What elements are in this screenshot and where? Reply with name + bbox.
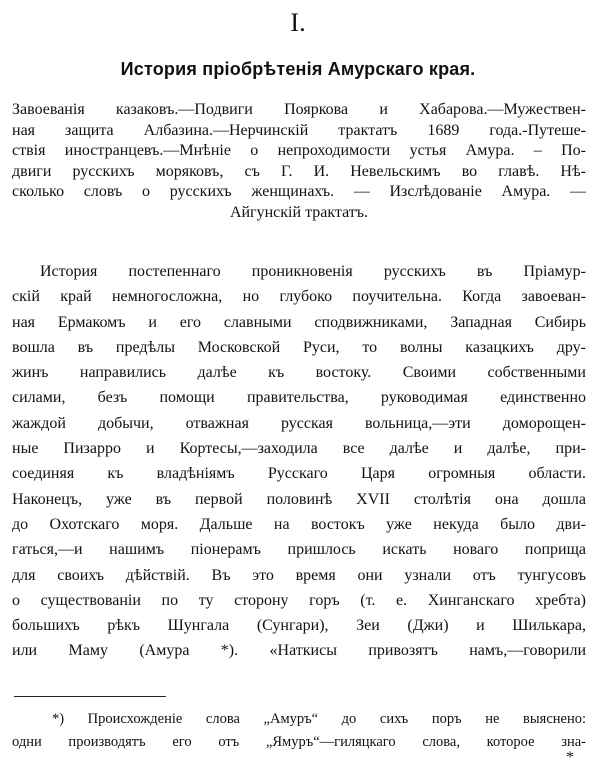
body-line: гаться,—и нашимъ пiонерамъ пришлось искать новаго поприща <box>12 541 586 559</box>
body-line: соединяя къ владѣніямъ Русскаго Царя огромныя области. <box>12 465 586 483</box>
body-line: о существованіи по ту сторону горъ (т. е. Хинганскаго хребта) <box>12 591 586 609</box>
body-line: ная Ермакомъ и его славными сподвижниками, Западная Сибирь <box>12 313 586 331</box>
body-line: силами, безъ помощи правительства, руководимая единственно <box>12 389 586 407</box>
chapter-title: История пріобрѣтенія Амурскаго края. <box>120 59 476 79</box>
body-line: жинъ направились далѣе къ востоку. Своими собственными <box>12 364 586 382</box>
chapter-summary <box>12 100 586 223</box>
body-line: скій край немногосложна, но глубоко поучительна. Когда завоеван- <box>12 288 586 306</box>
summary-line: Айгунскій трактатъ. <box>229 203 369 221</box>
body-line: для своихъ дѣйствій. Въ это время они узнали отъ тунгусовъ <box>12 566 586 584</box>
footnote-line: одни производятъ его отъ „Ямуръ“—гиляцкаго слова, которое зна- <box>12 734 586 750</box>
body-line: вошла въ предѣлы Московской Руси, то волны казацкихъ дру- <box>12 338 586 356</box>
summary-line: ная защита Албазина.—Нерчинскій трактатъ 1689 года.-Путеше- <box>12 121 586 139</box>
body-line: до Охотскаго моря. Дальше на востокъ уже некуда было дви- <box>12 515 586 533</box>
signature-mark: * <box>566 749 574 766</box>
summary-line: сколько словъ о русскихъ женщинахъ. — Изслѣдованіе Амура. — <box>12 183 586 200</box>
body-line: История постепеннаго проникновенія русскихъ въ Пріамур- <box>40 263 586 280</box>
body-line: ные Пизарро и Кортесы,—заходила все далѣе и далѣе, при- <box>12 440 586 458</box>
body-line: Наконецъ, уже въ первой половинѣ XVII столѣтія она дошла <box>12 490 586 508</box>
footnote-divider <box>14 696 166 697</box>
summary-line: ствія иностранцевъ.—Мнѣніе о непроходимости устья Амура. – По- <box>12 142 586 159</box>
chapter-number: I. <box>290 8 306 37</box>
footnote-line: *) Происхожденіе слова „Амуръ“ до сихъ поръ не выяснено: <box>52 711 586 727</box>
body-line: жаждой добычи, отважная русская вольница,—эти доморощен- <box>12 414 586 432</box>
summary-line: двиги русскихъ моряковъ, съ Г. И. Невельскимъ во главѣ. Нѣ- <box>12 162 586 180</box>
footnote <box>12 708 586 754</box>
body-text <box>12 259 586 664</box>
summary-line: Завоеванія казаковъ.—Подвиги Пояркова и Хабарова.—Мужествен- <box>12 101 586 118</box>
body-line: большихъ рѣкъ Шунгала (Сунгари), Зеи (Джи) и Шилькара, <box>12 617 586 635</box>
body-line: или Маму (Амура *). «Наткисы привозятъ намъ,—говорили <box>12 642 586 660</box>
